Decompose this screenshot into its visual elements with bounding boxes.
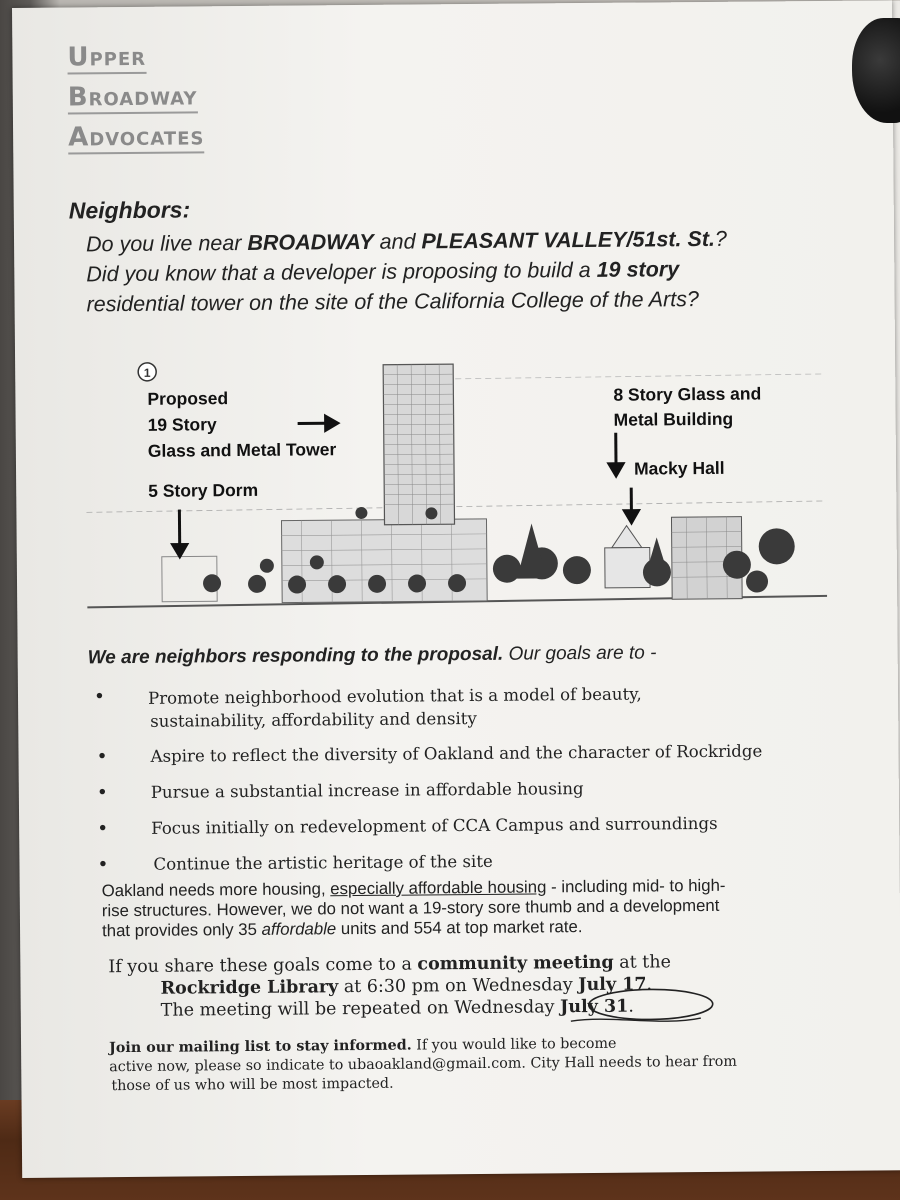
goals-title-bold: We are neighbors responding to the proposal. — [87, 643, 504, 669]
logo-text-upper: Upper — [67, 41, 147, 73]
hall-arrow-icon — [624, 511, 638, 523]
macky-hall — [605, 547, 650, 587]
handwritten-circle-mark — [541, 984, 721, 1036]
logo-text-advocates: Advocates — [68, 121, 205, 153]
goal-item-1b: sustainability, affordability and density — [150, 708, 477, 731]
housing-text: that provides only 35 — [101, 919, 262, 941]
goal-item-4: Focus initially on redevelopment of CCA Campus and surroundings — [151, 813, 718, 838]
meeting-bold-library: Rockridge Library — [160, 977, 339, 999]
mailing-bold: Join our mailing list to stay informed. — [109, 1037, 412, 1057]
intro-text: ? — [714, 226, 727, 251]
housing-underlined: especially affordable housing — [330, 877, 547, 899]
tower-arrow-icon — [326, 416, 338, 430]
housing-line-2: rise structures. However, we do not want a 19-story sore thumb and a development — [101, 895, 720, 921]
goals-title — [88, 642, 657, 669]
hall-label: Macky Hall — [633, 457, 725, 479]
goals-title-rest: Our goals are to - — [503, 642, 657, 665]
macky-hall-roof — [612, 526, 642, 548]
bullet-icon: • — [99, 817, 107, 840]
building-arrow-icon — [609, 464, 623, 476]
meeting-text: If you share these goals come to a — [108, 954, 418, 978]
dashed-reference-line — [86, 501, 826, 512]
housing-text: - including mid- to high- — [546, 875, 726, 897]
mailing-text: If you would like to become — [411, 1035, 617, 1054]
building-label-1: 8 Story Glass and — [613, 383, 762, 405]
figure-number: 1 — [143, 365, 151, 380]
meeting-bold: community meeting — [417, 952, 614, 975]
neighbors-heading: Neighbors: — [68, 196, 191, 224]
mailing-line-3: those of us who will be most impacted. — [111, 1075, 394, 1095]
intro-line-3: residential tower on the site of the California College of the Arts? — [86, 287, 699, 317]
intro-text: Did you know that a developer is proposing to build a — [86, 257, 597, 287]
mailing-line-1 — [109, 1036, 617, 1056]
logo-line-upper — [67, 42, 146, 73]
building-label-2: Metal Building — [613, 408, 734, 430]
dorm-label: 5 Story Dorm — [148, 479, 259, 501]
bullet-icon: • — [98, 745, 106, 768]
housing-line-3 — [102, 917, 583, 941]
housing-text: units and 554 at top market rate. — [336, 917, 583, 939]
meeting-text: at the — [613, 952, 672, 973]
mailing-line-2: active now, please so indicate to ubaoakland@gmail.com. City Hall needs to hear from — [109, 1053, 737, 1076]
goal-item-2: Aspire to reflect the diversity of Oakland and the character of Rockridge — [150, 741, 763, 766]
tower-label-2: 19 Story — [147, 414, 217, 435]
goal-item-5: Continue the artistic heritage of the site — [153, 851, 493, 874]
bullet-icon: • — [98, 781, 106, 804]
goal-item-1a: Promote neighborhood evolution that is a model of beauty, — [147, 684, 642, 708]
meeting-line-1 — [108, 952, 671, 977]
meeting-text: The meeting will be repeated on Wednesday — [160, 997, 561, 1021]
intro-bold-pleasant-valley: PLEASANT VALLEY/51st. St. — [421, 226, 716, 254]
intro-line-2 — [86, 257, 679, 287]
tower-label-1: Proposed — [147, 388, 229, 409]
logo-line-advocates — [68, 121, 205, 152]
tower-label-3: Glass and Metal Tower — [147, 439, 337, 461]
intro-text: and — [373, 229, 422, 254]
architectural-elevation-drawing — [85, 346, 827, 627]
meeting-bold-date-1: July 17 — [578, 974, 647, 996]
goal-item-3: Pursue a substantial increase in affordable housing — [150, 779, 584, 802]
logo-text-broadway: Broadway — [67, 81, 198, 113]
meeting-text: . — [628, 996, 635, 1017]
housing-italic: affordable — [261, 919, 337, 939]
housing-text: Oakland needs more housing, — [101, 879, 331, 901]
intro-line-1 — [86, 227, 727, 258]
intro-bold-broadway: BROADWAY — [247, 229, 374, 255]
logo-line-broadway — [68, 81, 198, 112]
dorm-arrow-icon — [173, 544, 187, 556]
meeting-text: . — [646, 974, 653, 995]
intro-bold-19-story: 19 story — [596, 257, 680, 282]
flyer-page — [12, 0, 900, 1178]
meeting-text: at 6:30 pm on Wednesday — [338, 975, 579, 998]
intro-text: Do you live near — [85, 230, 248, 257]
bullet-icon: • — [95, 685, 104, 708]
bullet-icon: • — [99, 853, 107, 876]
meeting-bold-date-2: July 31 — [559, 996, 629, 1018]
